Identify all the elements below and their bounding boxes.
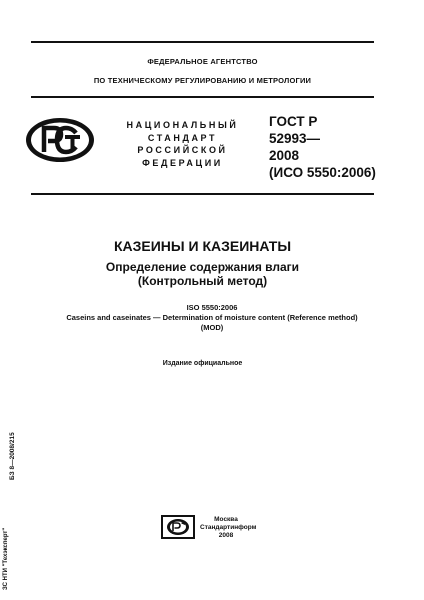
top-rule bbox=[31, 41, 374, 43]
national-standard-block bbox=[115, 119, 250, 169]
agency-line-2: ПО ТЕХНИЧЕСКОМУ РЕГУЛИРОВАНИЮ И МЕТРОЛОГИИ bbox=[93, 76, 312, 85]
document-title: КАЗЕИНЫ И КАЗЕИНАТЫ bbox=[113, 238, 292, 254]
gost-number-block bbox=[269, 113, 376, 181]
rst-logo-icon bbox=[24, 116, 96, 164]
publisher-year: 2008 bbox=[218, 532, 234, 539]
side-code: БЗ 8—2008/215 bbox=[9, 432, 16, 480]
mod-label: (MOD) bbox=[200, 323, 224, 332]
gost-line-2: 52993— bbox=[269, 131, 321, 146]
lower-rule bbox=[31, 193, 374, 195]
national-line-1: НАЦИОНАЛЬНЫЙ bbox=[126, 120, 239, 130]
side-watermark: ЗС НТИ "Техэксперт" bbox=[3, 527, 9, 590]
publisher-name: Стандартинформ bbox=[200, 524, 257, 531]
document-subtitle bbox=[31, 260, 374, 288]
subtitle-line-2: (Контрольный метод) bbox=[137, 274, 268, 288]
publisher-block bbox=[200, 516, 257, 540]
national-line-3: РОССИЙСКОЙ bbox=[137, 145, 228, 155]
upper-rule bbox=[31, 96, 374, 98]
national-line-2: СТАНДАРТ bbox=[147, 132, 218, 143]
gost-line-4: (ИСО 5550:2006) bbox=[269, 165, 376, 180]
gost-line-1: ГОСТ Р bbox=[269, 114, 318, 129]
edition-label: Издание официальное bbox=[162, 360, 243, 367]
english-title: Caseins and caseinates — Determination of moisture content (Reference method) bbox=[66, 313, 358, 322]
national-line-4: ФЕДЕРАЦИИ bbox=[142, 157, 223, 168]
subtitle-line-1: Определение содержания влаги bbox=[105, 260, 300, 274]
iso-code: ISO 5550:2006 bbox=[186, 303, 238, 312]
gost-line-3: 2008 bbox=[269, 148, 300, 163]
publisher-city: Москва bbox=[214, 516, 238, 523]
standartinform-logo-icon bbox=[161, 515, 195, 539]
agency-line-1: ФЕДЕРАЛЬНОЕ АГЕНТСТВО bbox=[147, 57, 258, 66]
